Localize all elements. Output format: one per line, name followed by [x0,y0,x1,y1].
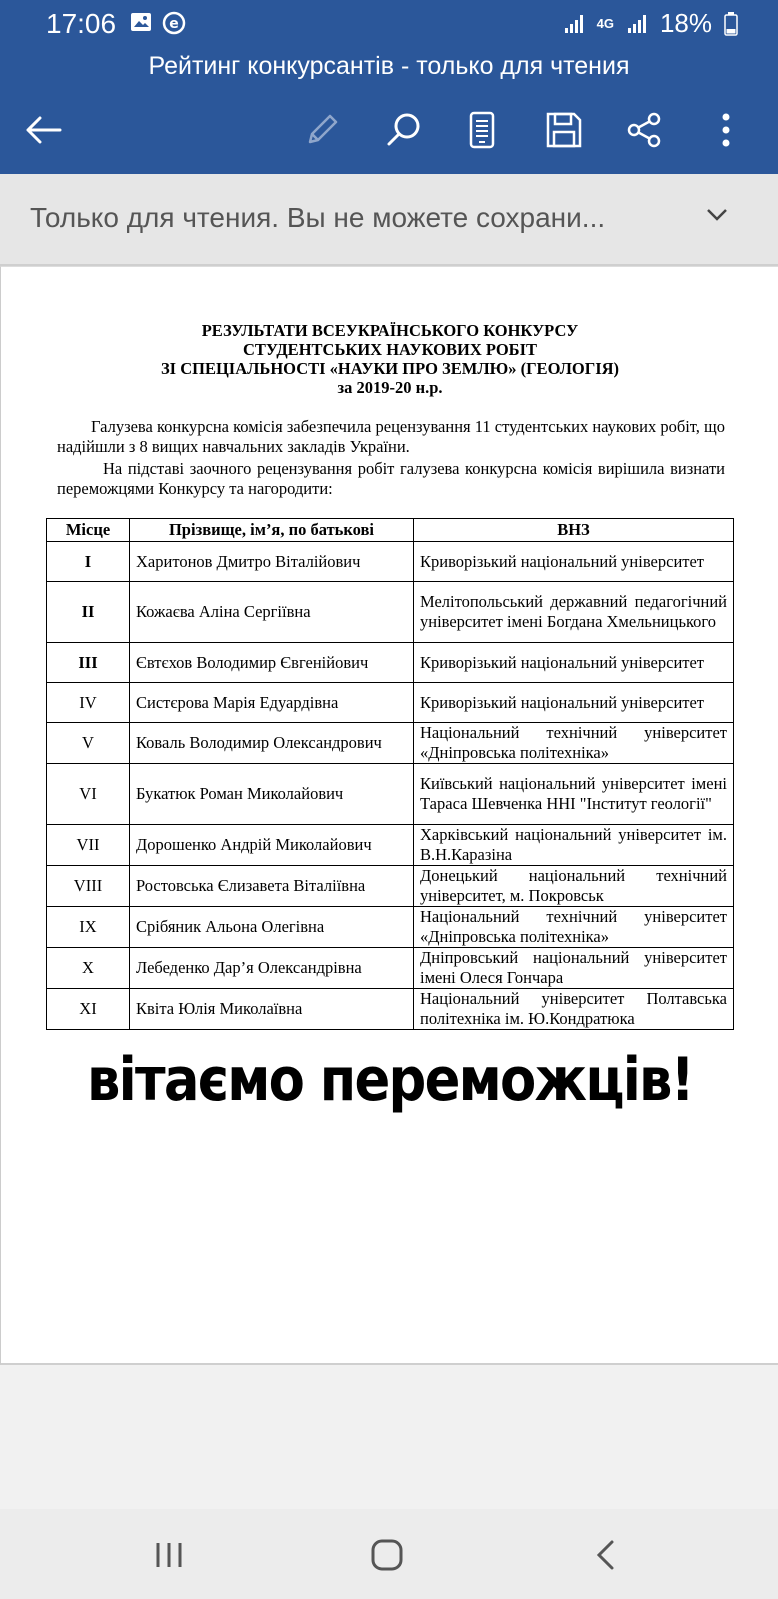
name-cell: Кожаєва Аліна Сергіївна [130,582,414,643]
read-only-banner[interactable] [0,174,778,266]
status-bar [0,0,778,46]
document-heading [1,321,778,397]
congratulations-text: вітаємо переможців! [86,1045,694,1115]
place-cell: VII [47,825,130,866]
table-row [47,907,734,948]
name-cell: Лебеденко Дар’я Олександрівна [130,948,414,989]
university-cell: Криворізький національний університет [414,542,734,582]
status-time: 17:06 [46,8,117,39]
name-cell: Євтєхов Володимир Євгенійович [130,643,414,683]
university-cell: Дніпровський національний університет імені Олеся Гончара [414,948,734,989]
table-row [47,723,734,764]
browser-e-icon [162,11,186,35]
place-cell: VI [47,764,130,825]
reading-view-icon[interactable] [458,104,506,156]
back-icon[interactable] [580,1535,630,1575]
name-cell: Срібяник Альона Олегівна [130,907,414,948]
more-icon[interactable] [702,104,750,156]
table-row [47,948,734,989]
home-icon[interactable] [362,1535,412,1575]
table-row [47,683,734,723]
system-status-icons [563,8,738,39]
name-cell: Систєрова Марія Едуардівна [130,683,414,723]
paragraph-1: Галузева конкурсна комісія забезпечила рецензування 11 студентських наукових робіт, що надійшли з 8 вищих навчальних закладів України. [57,417,725,456]
network-type: 4G [596,16,614,31]
place-cell: I [47,542,130,582]
place-cell: IV [47,683,130,723]
name-cell: Дорошенко Андрій Миколайович [130,825,414,866]
university-cell: Мелітопольський державний педагогічний університет імені Богдана Хмельницького [414,582,734,643]
banner-text: Только для чтения. Вы не можете сохрани... [30,202,606,233]
share-icon[interactable] [620,104,668,156]
university-cell: Національний технічний університет «Дніпровська політехніка» [414,723,734,764]
paragraph-2: На підставі заочного рецензування робіт галузева конкурсна комісія вирішила визнати переможцями Конкурсу та нагородити: [57,459,725,498]
name-cell: Квіта Юлія Миколаївна [130,989,414,1030]
signal-icon-2 [626,13,648,35]
back-arrow-icon[interactable] [20,104,68,156]
university-cell: Національний університет Полтавська політехніка ім. Ю.Кондратюка [414,989,734,1030]
results-table [46,518,734,1030]
table-row [47,542,734,582]
recent-apps-icon[interactable] [144,1535,194,1575]
edit-pencil-icon[interactable] [298,104,346,156]
app-header [0,0,778,174]
header-place: Місце [47,519,130,542]
table-row [47,989,734,1030]
svg-text:e: e [169,16,179,32]
table-header-row [47,519,734,542]
university-cell: Київський національний університет імені Тараса Шевченка ННІ "Інститут геології" [414,764,734,825]
table-row [47,866,734,907]
header-name: Прізвище, ім’я, по батькові [130,519,414,542]
name-cell: Букатюк Роман Миколайович [130,764,414,825]
battery-percent: 18% [659,8,712,38]
university-cell: Криворізький національний університет [414,643,734,683]
document-page [0,266,778,1365]
heading-line-3: ЗІ СПЕЦІАЛЬНОСТІ «НАУКИ ПРО ЗЕМЛЮ» (ГЕОЛОГІЯ) [160,359,620,378]
toolbar [0,104,778,156]
place-cell: XI [47,989,130,1030]
heading-line-2: СТУДЕНТСЬКИХ НАУКОВИХ РОБІТ [242,340,538,359]
gallery-icon [130,11,152,33]
document-title: Рейтинг конкурсантів - только для чтения [148,52,630,80]
search-icon[interactable] [380,104,428,156]
chevron-down-icon[interactable] [706,208,728,222]
name-cell: Коваль Володимир Олександрович [130,723,414,764]
place-cell: VIII [47,866,130,907]
place-cell: III [47,643,130,683]
save-icon[interactable] [540,104,588,156]
header-university: ВНЗ [414,519,734,542]
table-row [47,582,734,643]
table-row [47,643,734,683]
university-cell: Харківський національний університет ім. В.Н.Каразіна [414,825,734,866]
signal-icon [563,13,585,35]
table-row [47,764,734,825]
university-cell: Національний технічний університет «Дніпровська політехніка» [414,907,734,948]
notification-icons [130,11,186,35]
name-cell: Ростовська Єлизавета Віталіївна [130,866,414,907]
system-nav-bar [0,1509,778,1599]
name-cell: Харитонов Дмитро Віталійович [130,542,414,582]
heading-line-1: РЕЗУЛЬТАТИ ВСЕУКРАЇНСЬКОГО КОНКУРСУ [201,321,579,340]
battery-icon [724,12,738,36]
place-cell: IX [47,907,130,948]
university-cell: Криворізький національний університет [414,683,734,723]
place-cell: II [47,582,130,643]
university-cell: Донецький національний технічний університет, м. Покровськ [414,866,734,907]
heading-line-4: за 2019-20 н.р. [337,378,443,397]
place-cell: X [47,948,130,989]
table-row [47,825,734,866]
place-cell: V [47,723,130,764]
